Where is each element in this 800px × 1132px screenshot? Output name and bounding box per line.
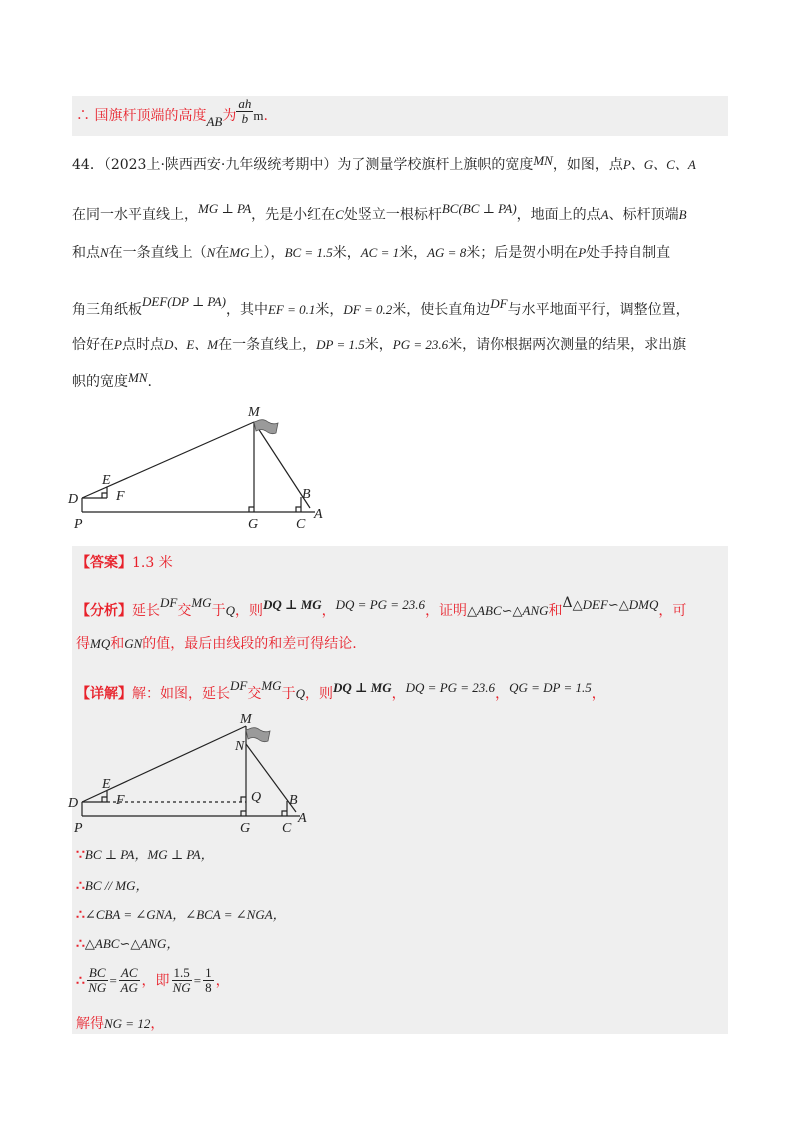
label-m: M (248, 405, 260, 420)
unit-m: m (253, 108, 264, 123)
right-angle-q (241, 797, 246, 802)
answer-line (76, 553, 173, 573)
figure-2-diagram (60, 706, 350, 840)
conclusion-text-1: 国旗杆顶端的高度 (94, 108, 207, 124)
analysis-line-2: 得MQ和GN的值，最后由线段的和差可得结论. (76, 636, 357, 652)
conclusion-text-2: 为 (222, 108, 237, 124)
label-b: B (302, 487, 311, 502)
label-p: P (74, 821, 83, 836)
previous-conclusion: ∴ 国旗杆顶端的高度AB为 $\frac{ah}{b}$ m. (76, 95, 268, 129)
flag-icon (246, 728, 270, 742)
problem-line-2: 在同一水平直线上，MG ⊥ PA，先是小红在C处竖立一根标杆BC(BC ⊥ PA)，地面上的点A、标杆顶端B (72, 201, 687, 223)
fraction-bc-ng: $\frac{BC}{NG}$ (88, 965, 107, 995)
label-f: F (116, 489, 125, 504)
answer-tag: 【答案】 (76, 555, 132, 571)
step-2: ∴BC // MG， (76, 878, 149, 894)
problem-line-4: 角三角纸板DEF(DP ⊥ PA)，其中EF = 0.1米，DF = 0.2米，使长直角边DF与水平地面平行，调整位置， (72, 294, 690, 318)
right-angle-f (102, 493, 107, 498)
fraction-ah-b: $\frac{ah}{b}$ (238, 95, 252, 126)
fraction-1-8: $\frac{1}{8}$ (205, 965, 212, 995)
right-angle-g (249, 507, 254, 512)
step-6: 解得NG = 12， (76, 1016, 165, 1032)
fraction-1.5-ng: $\frac{1.5}{NG}$ (172, 965, 191, 995)
label-c: C (296, 517, 306, 532)
label-d: D (68, 492, 79, 507)
right-angle-g (241, 811, 246, 816)
segment-ab: AB (206, 114, 223, 129)
label-e: E (102, 473, 111, 488)
label-n: N (235, 739, 245, 754)
right-angle-f (102, 797, 107, 802)
figure-1-diagram (60, 400, 350, 535)
fraction-ac-ag: $\frac{AC}{AG}$ (120, 965, 138, 995)
flag-icon (254, 420, 278, 434)
therefore-symbol: ∴ (76, 108, 90, 124)
label-m: M (240, 712, 252, 727)
right-angle-c (282, 811, 287, 816)
problem-line-1: 44．（2023上·陕西西安·九年级统考期中）为了测量学校旗杆上旗帜的宽度MN，如图，点P、G、C、A (72, 153, 696, 173)
problem-line-6: 帜的宽度MN. (72, 370, 152, 390)
detail-tag: 【详解】 (76, 686, 132, 702)
step-3: ∴∠CBA = ∠GNA，∠BCA = ∠NGA， (76, 907, 286, 923)
problem-line-3: 和点N在一条直线上（N在MG上），BC = 1.5米，AC = 1米，AG = 8米；后是贺小明在P处手持自制直 (72, 245, 671, 261)
label-a: A (298, 811, 307, 826)
label-a: A (314, 507, 323, 522)
step-1: ∵BC ⊥ PA，MG ⊥ PA， (76, 847, 214, 863)
detail-line-1: 【详解】解：如图，延长DF交MG于Q，则DQ ⊥ MG，DQ = PG = 23.6，QG = DP = 1.5， (76, 678, 606, 702)
analysis-tag: 【分析】 (76, 603, 132, 619)
step-4: ∴△ABC∽△ANG， (76, 936, 180, 952)
label-p: P (74, 517, 83, 532)
step-5: ∴ $\frac{BC}{NG}$ = $\frac{AC}{AG}$ ，即 $\frac{1.5}{NG}$ = $\frac{1}{8}$ ， (76, 965, 230, 995)
label-d: D (68, 796, 79, 811)
analysis-line-1: 【分析】延长DF交MG于Q，则DQ ⊥ MG，DQ = PG = 23.6，证明△ABC∽△ANG和Δ△DEF∽△DMQ，可 (76, 595, 687, 619)
label-g: G (240, 821, 251, 836)
answer-value: 1.3 米 (132, 555, 173, 571)
problem-line-5: 恰好在P点时点D、E、M在一条直线上，DP = 1.5米，PG = 23.6米，请你根据两次测量的结果，求出旗 (72, 337, 687, 353)
label-f: F (116, 793, 125, 808)
right-angle-c (296, 507, 301, 512)
label-b: B (289, 793, 298, 808)
label-g: G (248, 517, 259, 532)
label-e: E (102, 777, 111, 792)
label-q: Q (251, 790, 262, 805)
label-c: C (282, 821, 292, 836)
